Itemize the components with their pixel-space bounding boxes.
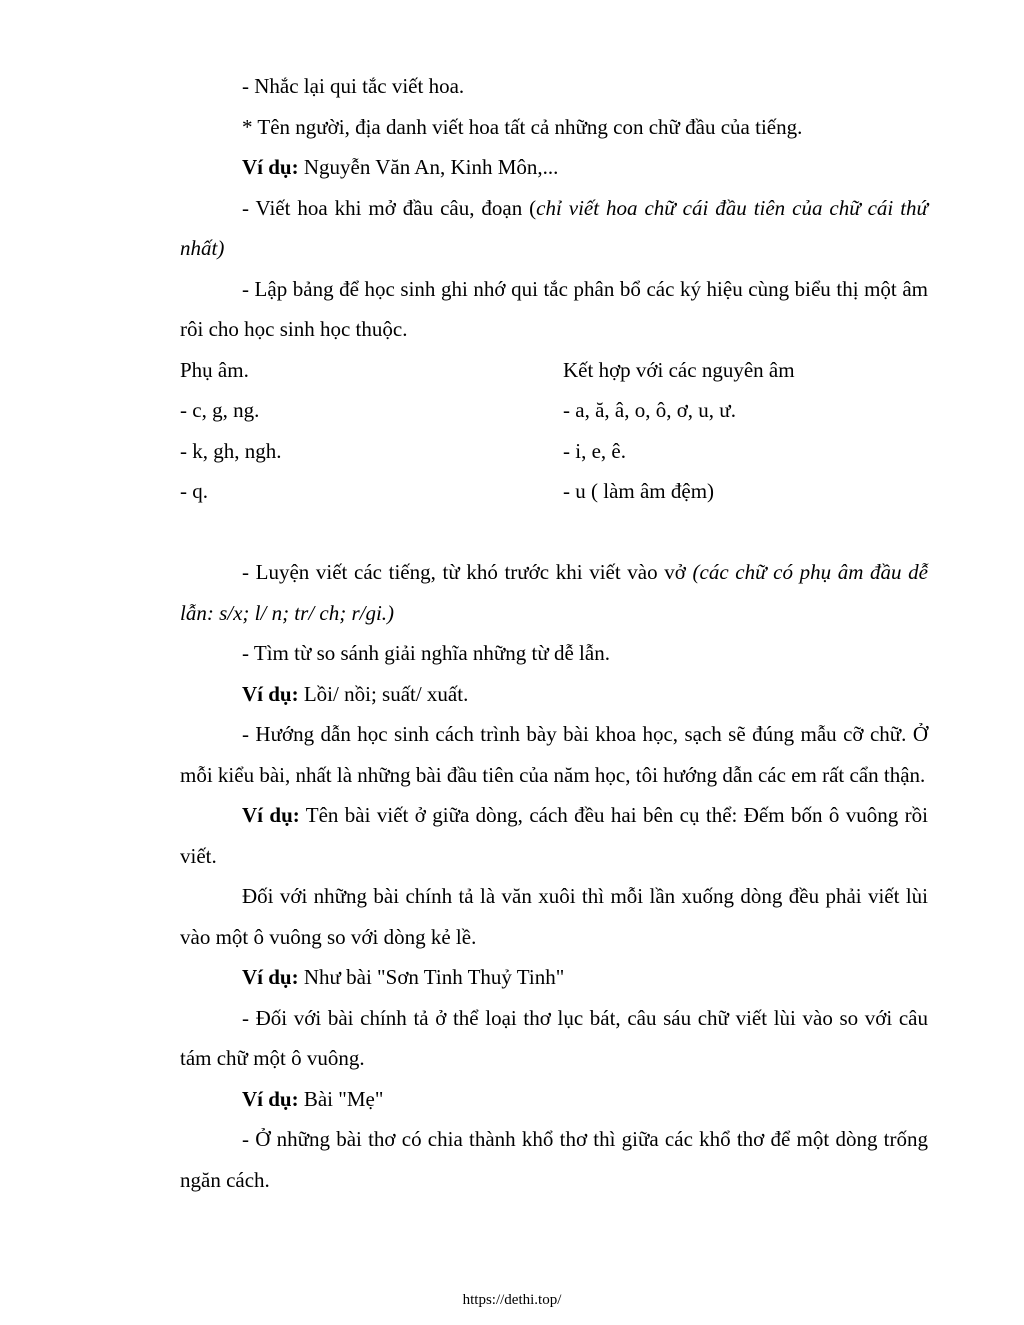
- table-cell-vowel: - a, ă, â, o, ô, ơ, u, ư.: [563, 398, 736, 422]
- table-row: [180, 390, 928, 431]
- paragraph-text: - Viết hoa khi mở đầu câu, đoạn (: [242, 195, 537, 220]
- table-cell-consonant: - c, g, ng.: [180, 398, 260, 422]
- table-cell-vowel: - u ( làm âm đệm): [563, 479, 715, 503]
- paragraph-italic-note: chỉ viết hoa chữ cái đầu tiên của chữ cái thứ nhất): [180, 195, 928, 260]
- example-label: Ví dụ:: [242, 681, 299, 706]
- footer-url: https://dethi.top/: [462, 1292, 562, 1308]
- example-text: Lồi/ nồi; suất/ xuất.: [298, 681, 469, 706]
- example-label: Ví dụ:: [242, 1086, 299, 1111]
- paragraph-proper-names: * Tên người, địa danh viết hoa tất cả những con chữ đầu của tiếng.: [242, 114, 803, 139]
- paragraph-sentence-start: [180, 188, 928, 269]
- blank-line: [180, 512, 928, 553]
- example-label: Ví dụ:: [242, 965, 299, 989]
- paragraph-example-title: [180, 795, 928, 876]
- example-text: Nguyễn Văn An, Kinh Môn,...: [298, 155, 559, 179]
- table-cell-consonant: - k, gh, ngh.: [180, 438, 282, 463]
- paragraph-prose-indent: Đối với những bài chính tả là văn xuôi thì mỗi lần xuống dòng đều phải viết lùi vào một ô vuông so với dòng kẻ lề.: [180, 884, 928, 949]
- paragraph-example-names: [180, 147, 928, 188]
- table-cell-vowel: - i, e, ê.: [563, 438, 626, 463]
- paragraph-italic-note: (các chữ có phụ âm đầu dễ lẫn: s/x; l/ n; tr/ ch; r/gi.): [180, 560, 928, 625]
- document-body: [180, 66, 928, 1200]
- example-label: Ví dụ:: [242, 155, 299, 179]
- paragraph-stanza-spacing: - Ở những bài thơ có chia thành khổ thơ thì giữa các khổ thơ để một dòng trống ngăn cách.: [180, 1127, 928, 1192]
- table-row: [180, 471, 928, 512]
- paragraph-practice-words: [180, 552, 928, 633]
- paragraph-capitalization-rule: - Nhắc lại qui tắc viết hoa.: [242, 74, 465, 98]
- table-row: [180, 431, 928, 472]
- paragraph-poem-indent: - Đối với bài chính tả ở thể loại thơ lục bát, câu sáu chữ viết lùi vào so với câu tám chữ một ô vuông.: [180, 1005, 928, 1070]
- paragraph-table-intro: - Lập bảng để học sinh ghi nhớ qui tắc phân bổ các ký hiệu cùng biểu thị một âm rôi cho học sinh học thuộc.: [180, 276, 928, 341]
- example-text: Tên bài viết ở giữa dòng, cách đều hai bên cụ thể: Đếm bốn ô vuông rồi viết.: [180, 803, 928, 868]
- table-header-consonant: Phụ âm.: [180, 357, 249, 382]
- paragraph-example-confusables: [180, 674, 928, 715]
- paragraph-presentation-guide: - Hướng dẫn học sinh cách trình bày bài khoa học, sạch sẽ đúng mẫu cỡ chữ. Ở mỗi kiểu bài, nhất là những bài đầu tiên của năm học, tôi hướng dẫn các em rất cẩn thận.: [180, 722, 928, 787]
- table-header-row: [180, 350, 928, 391]
- paragraph-text: - Luyện viết các tiếng, từ khó trước khi viết vào vở: [242, 560, 693, 584]
- table-header-vowel: Kết hợp với các nguyên âm: [563, 357, 795, 382]
- paragraph-example-poem: [180, 1079, 928, 1120]
- example-text: Bài "Mẹ": [298, 1086, 384, 1111]
- example-text: Như bài "Sơn Tinh Thuỷ Tinh": [298, 965, 565, 989]
- paragraph-example-prose: [180, 957, 928, 998]
- paragraph-compare-words: - Tìm từ so sánh giải nghĩa những từ dễ lẫn.: [242, 641, 610, 665]
- table-cell-consonant: - q.: [180, 479, 208, 503]
- example-label: Ví dụ:: [242, 803, 300, 827]
